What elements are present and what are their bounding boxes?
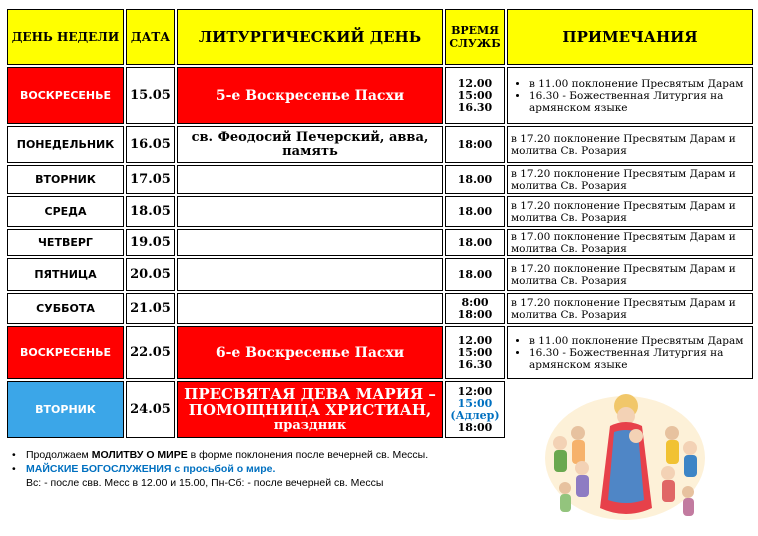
footer-notes: [10, 448, 510, 490]
bullet: •: [12, 449, 16, 461]
time-value: 18.00: [457, 267, 493, 281]
note-item: • 16.30 - Божественная Литургия на армянском языке: [529, 90, 749, 114]
date-cell: 22.05: [126, 326, 175, 379]
time-value: 18:00: [457, 420, 493, 434]
time-value: 18.00: [457, 235, 493, 249]
schedule-table: [5, 7, 755, 440]
time-value: 8:00: [461, 295, 489, 309]
notes-cell: в 17.20 поклонение Пресвятым Дарам и молитва Св. Розария: [507, 196, 753, 227]
time-cell: [445, 229, 505, 256]
footer-line: [10, 476, 510, 490]
footer-text: в форме поклонения после вечерней св. Мессы.: [187, 449, 429, 461]
time-location: (Адлер): [450, 408, 500, 422]
time-cell: [445, 196, 505, 227]
header-notes: ПРИМЕЧАНИЯ: [507, 9, 753, 65]
liturgical-cell: [177, 381, 443, 438]
footer-line: [10, 462, 510, 476]
notes-cell: в 17.20 поклонение Пресвятым Дарам и молитва Св. Розария: [507, 293, 753, 324]
day-cell: СУББОТА: [7, 293, 124, 324]
time-value: 15:00: [457, 345, 493, 359]
day-cell: ВТОРНИК: [7, 165, 124, 194]
time-value: 18.00: [457, 204, 493, 218]
time-value: 12.00: [457, 76, 493, 90]
day-cell: ВОСКРЕСЕНЬЕ: [7, 67, 124, 124]
date-cell: 16.05: [126, 126, 175, 163]
day-cell: ЧЕТВЕРГ: [7, 229, 124, 256]
notes-cell: [507, 67, 753, 124]
time-cell: [445, 293, 505, 324]
table-row: [7, 196, 753, 227]
time-value: 18:00: [457, 137, 493, 151]
header-time: ВРЕМЯ СЛУЖБ: [445, 9, 505, 65]
footer-text: Продолжаем: [26, 449, 92, 461]
time-value: 12.00: [457, 333, 493, 347]
liturgical-cell: [177, 196, 443, 227]
day-cell: ПЯТНИЦА: [7, 258, 124, 291]
date-cell: 24.05: [126, 381, 175, 438]
liturgical-cell: 5-е Воскресенье Пасхи: [177, 67, 443, 124]
time-cell: [445, 67, 505, 124]
liturgical-cell: [177, 293, 443, 324]
time-cell: [445, 126, 505, 163]
day-cell: ПОНЕДЕЛЬНИК: [7, 126, 124, 163]
date-cell: 18.05: [126, 196, 175, 227]
time-value: 15:00: [457, 396, 493, 410]
table-row: [7, 229, 753, 256]
time-cell: [445, 258, 505, 291]
date-cell: 15.05: [126, 67, 175, 124]
date-cell: 20.05: [126, 258, 175, 291]
liturgical-cell: св. Феодосий Печерский, авва, память: [177, 126, 443, 163]
notes-cell: в 17.20 поклонение Пресвятым Дарам и молитва Св. Розария: [507, 258, 753, 291]
footer-line: [10, 448, 510, 462]
footer-bold: МОЛИТВУ О МИРЕ: [91, 449, 188, 461]
header-liturgical: ЛИТУРГИЧЕСКИЙ ДЕНЬ: [177, 9, 443, 65]
time-cell: [445, 165, 505, 194]
time-value: 15:00: [457, 88, 493, 102]
time-value: 16.30: [457, 357, 493, 371]
table-row: [7, 165, 753, 194]
footer-text: Вс: - после свв. Месс в 12.00 и 15.00, Пн-Сб: - после вечерней св. Мессы: [26, 477, 384, 489]
table-row: [7, 326, 753, 379]
note-item: • в 11.00 поклонение Пресвятым Дарам: [529, 335, 749, 347]
date-cell: 17.05: [126, 165, 175, 194]
table-row: [7, 258, 753, 291]
notes-cell: в 17.20 поклонение Пресвятым Дарам и молитва Св. Розария: [507, 126, 753, 163]
liturgical-cell: [177, 229, 443, 256]
liturgical-cell: [177, 258, 443, 291]
table-row: [7, 67, 753, 124]
day-cell: СРЕДА: [7, 196, 124, 227]
time-value: 16.30: [457, 100, 493, 114]
time-value: 18.00: [457, 172, 493, 186]
bullet: •: [12, 463, 16, 475]
time-cell: [445, 326, 505, 379]
footer-accent: МАЙСКИЕ БОГОСЛУЖЕНИЯ с просьбой о мире.: [26, 463, 276, 475]
header-day: ДЕНЬ НЕДЕЛИ: [7, 9, 124, 65]
table-row: [7, 126, 753, 163]
header-row: [7, 9, 753, 65]
note-item: • 16.30 - Божественная Литургия на армянском языке: [529, 347, 749, 371]
time-value: 12:00: [457, 384, 493, 398]
notes-cell: в 17.00 поклонение Пресвятым Дарам и молитва Св. Розария: [507, 229, 753, 256]
notes-cell: [507, 326, 753, 379]
notes-cell: в 17.20 поклонение Пресвятым Дарам и молитва Св. Розария: [507, 165, 753, 194]
day-cell: ВТОРНИК: [7, 381, 124, 438]
header-date: ДАТА: [126, 9, 175, 65]
mary-help-of-christians-image: [540, 388, 710, 528]
date-cell: 21.05: [126, 293, 175, 324]
time-cell: [445, 381, 505, 438]
note-item: • в 11.00 поклонение Пресвятым Дарам: [529, 78, 749, 90]
liturgical-cell: [177, 165, 443, 194]
liturgical-cell: 6-е Воскресенье Пасхи: [177, 326, 443, 379]
date-cell: 19.05: [126, 229, 175, 256]
table-row: [7, 293, 753, 324]
feast-title: ПРЕСВЯТАЯ ДЕВА МАРИЯ – ПОМОЩНИЦА ХРИСТИАН,: [184, 384, 436, 419]
feast-subtitle: праздник: [273, 417, 347, 433]
time-value: 18:00: [457, 307, 493, 321]
day-cell: ВОСКРЕСЕНЬЕ: [7, 326, 124, 379]
